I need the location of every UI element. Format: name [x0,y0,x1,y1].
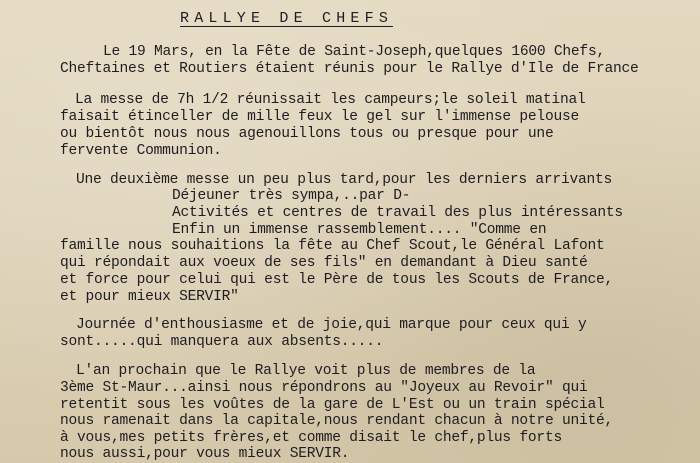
text-line: qui répondait aux voeux de ses fils" en demandant à Dieu santé [60,255,588,271]
text-line: faisait étinceller de mille feux le gel sur l'immense pelouse [60,109,579,125]
text-line: et pour mieux SERVIR" [60,289,239,305]
text-line: sont.....qui manquera aux absents..... [60,334,384,350]
text-line: ou bientôt nous nous agenouillons tous ou presque pour une [60,126,554,142]
text-line: à vous,mes petits frères,et comme disait le chef,plus forts [60,430,562,446]
text-line: 3ème St-Maur...ainsi nous répondrons au "Joyeux au Revoir" qui [60,380,588,396]
text-line: fervente Communion. [60,143,222,159]
text-line: et force pour celui qui est le Père de tous les Scouts de France, [60,272,613,288]
text-line: Cheftaines et Routiers étaient réunis pour le Rallye d'Ile de France [60,61,639,77]
text-line: Déjeuner très sympa,..par D- [172,188,411,204]
text-line: L'an prochain que le Rallye voit plus de membres de la [76,363,536,379]
text-line: retentit sous les voûtes de la gare de L'Est ou un train spécial [60,397,605,413]
text-line: Activités et centres de travail des plus intéressants [172,205,623,221]
text-line: Enfin un immense rassemblement.... "Comme en [172,222,547,238]
document-title: RALLYE DE CHEFS [180,10,394,27]
text-line: famille nous souhaitions la fête au Chef Scout,le Général Lafont [60,238,605,254]
text-line: Le 19 Mars, en la Fête de Saint-Joseph,quelques 1600 Chefs, [103,44,605,60]
text-line: nous ramenait dans la capitale,nous rendant chacun à notre unité, [60,413,613,429]
text-line: La messe de 7h 1/2 réunissait les campeurs;le soleil matinal [75,92,586,108]
text-line: Une deuxième messe un peu plus tard,pour les derniers arrivants [76,172,612,188]
text-line: nous aussi,pour vous mieux SERVIR. [60,446,350,462]
text-line: Journée d'enthousiasme et de joie,qui marque pour ceux qui y [76,317,587,333]
